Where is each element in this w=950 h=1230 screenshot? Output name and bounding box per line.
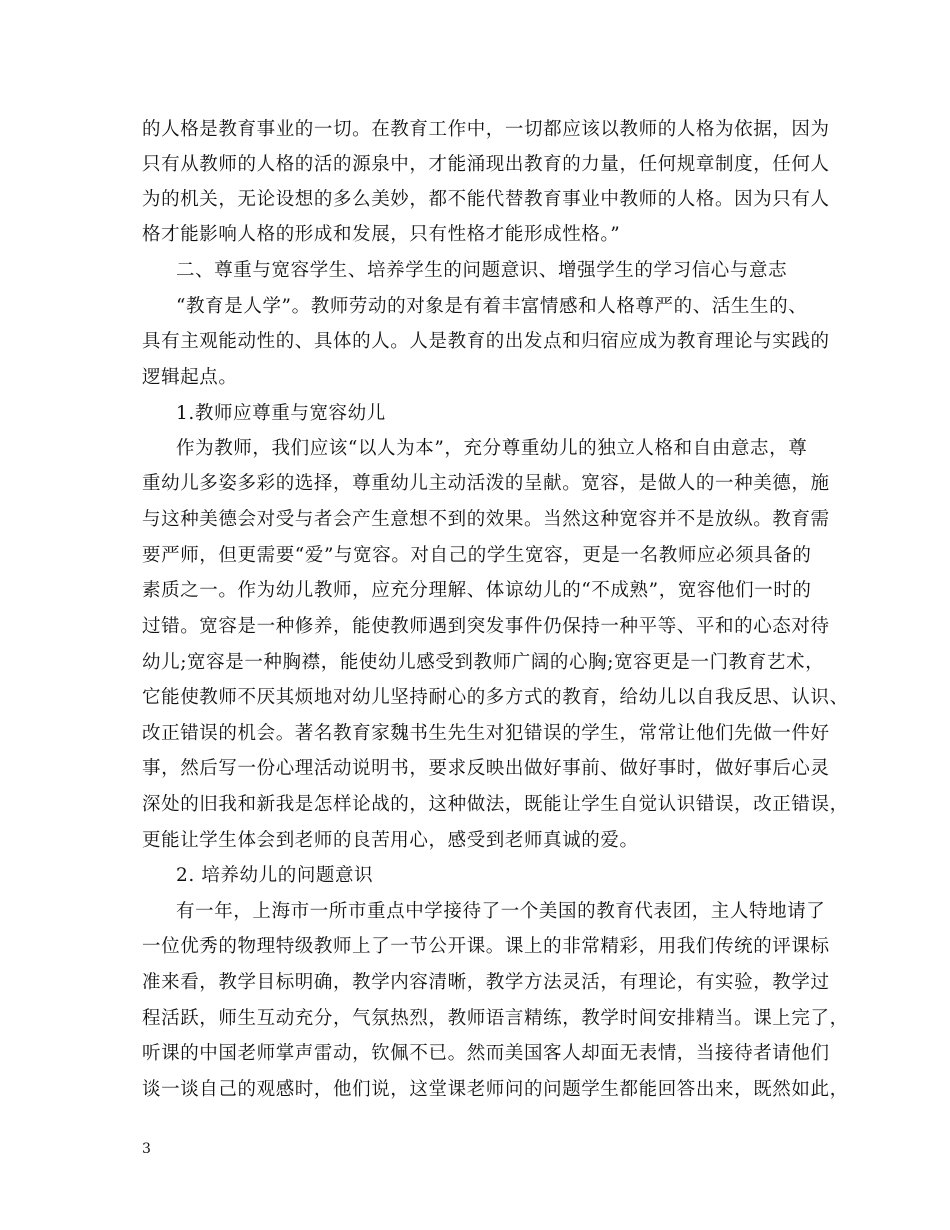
text-line: 为的机关，无论设想的多么美妙，都不能代替教育事业中教师的人格。因为只有人 — [142, 189, 830, 210]
text-line: 具有主观能动性的、具体的人。人是教育的出发点和归宿应成为教育理论与实践的 — [142, 331, 830, 352]
text-line: 与这种美德会对受与者会产生意想不到的效果。当然这种宽容并不是放纵。教育需 — [142, 509, 830, 530]
text-line: 深处的旧我和新我是怎样论战的，这种做法，既能让学生自觉认识错误，改正错误， — [142, 794, 849, 815]
paragraph-start: 有一年，上海市一所市重点中学接待了一个美国的教育代表团，主人特地请了 — [176, 901, 826, 922]
text-line: 素质之一。作为幼儿教师，应充分理解、体谅幼儿的“不成熟”，宽容他们一时的 — [142, 580, 812, 601]
text-line: 格才能影响人格的形成和发展，只有性格才能形成性格。” — [142, 224, 621, 245]
text-line: 它能使教师不厌其烦地对幼儿坚持耐心的多方式的教育，给幼儿以自我反思、认识、 — [142, 687, 849, 708]
subsection-heading: 2. 培养幼儿的问题意识 — [176, 865, 374, 886]
paragraph-start: “教育是人学”。教师劳动的对象是有着丰富情感和人格尊严的、活生生的、 — [176, 296, 808, 317]
text-line: 听课的中国老师掌声雷动，钦佩不已。然而美国客人却面无表情，当接待者请他们 — [142, 1043, 830, 1064]
section-heading: 二、尊重与宽容学生、培养学生的问题意识、增强学生的学习信心与意志 — [176, 260, 788, 281]
text-line: 程活跃，师生互动充分，气氛热烈，教师语言精练，教学时间安排精当。课上完了， — [142, 1008, 849, 1029]
text-line: 一位优秀的物理特级教师上了一节公开课。课上的非常精彩，用我们传统的评课标 — [142, 936, 830, 957]
text-line: 的人格是教育事业的一切。在教育工作中，一切都应该以教师的人格为依据，因为 — [142, 119, 830, 140]
text-line: 只有从教师的人格的活的源泉中，才能涌现出教育的力量，任何规章制度，任何人 — [142, 154, 830, 175]
text-line: 更能让学生体会到老师的良苦用心，感受到老师真诚的爱。 — [142, 830, 639, 851]
text-line: 事，然后写一份心理活动说明书，要求反映出做好事前、做好事时，做好事后心灵 — [142, 758, 830, 779]
page-number: 3 — [142, 1141, 151, 1157]
text-line: 准来看，教学目标明确，教学内容清晰，教学方法灵活，有理论，有实验，教学过 — [142, 972, 830, 993]
text-line: 过错。宽容是一种修养，能使教师遇到突发事件仍保持一种平等、平和的心态对待 — [142, 616, 830, 637]
text-line: 逻辑起点。 — [142, 367, 238, 388]
subsection-heading: 1.教师应尊重与宽容幼儿 — [176, 403, 386, 424]
text-line: 幼儿;宽容是一种胸襟，能使幼儿感受到教师广阔的心胸;宽容更是一门教育艺术， — [142, 652, 825, 673]
text-line: 重幼儿多姿多彩的选择，尊重幼儿主动活泼的呈献。宽容，是做人的一种美德，施 — [142, 473, 830, 494]
text-line: 要严师，但更需要“爱”与宽容。对自己的学生宽容，更是一名教师应必须具备的 — [142, 545, 812, 566]
paragraph-start: 作为教师，我们应该“以人为本”，充分尊重幼儿的独立人格和自由意志，尊 — [176, 438, 808, 459]
text-line: 改正错误的机会。著名教育家魏书生先生对犯错误的学生，常常让他们先做一件好 — [142, 723, 830, 744]
text-line: 谈一谈自己的观感时，他们说，这堂课老师问的问题学生都能回答出来，既然如此， — [142, 1079, 849, 1100]
